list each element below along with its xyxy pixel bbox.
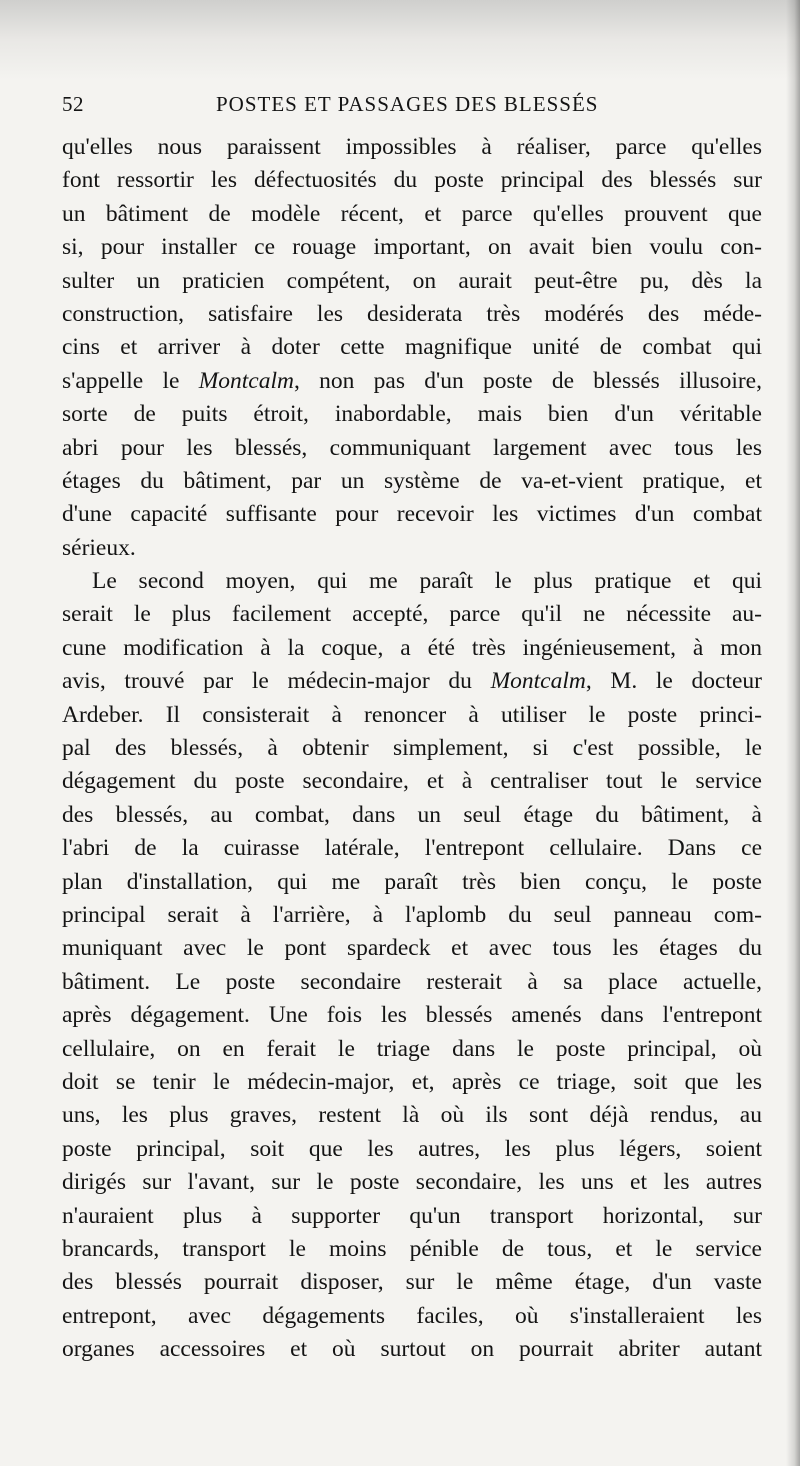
- text-line: abri pour les blessés, communiquant largement avec tous les: [62, 434, 762, 461]
- text-line: font ressortir les défectuosités du poste principal des blessés sur: [62, 167, 762, 194]
- page-number: 52: [62, 92, 84, 116]
- text-line: construction, satisfaire les desiderata très modérés des méde-: [62, 300, 762, 327]
- text-line: cellulaire, on en ferait le triage dans le poste principal, où: [62, 1035, 762, 1062]
- text-line: poste principal, soit que les autres, les plus légers, soient: [62, 1135, 762, 1162]
- text-line: s'appelle le Montcalm, non pas d'un poste de blessés illusoire,: [62, 367, 762, 394]
- text-line: Le second moyen, qui me paraît le plus pratique et qui: [92, 568, 762, 595]
- page-edge-shadow: [786, 0, 800, 1466]
- text-line: un bâtiment de modèle récent, et parce qu'elles prouvent que: [62, 200, 762, 227]
- text-line: n'auraient plus à supporter qu'un transport horizontal, sur: [62, 1202, 762, 1229]
- body-text: [62, 131, 762, 1366]
- text-line: bâtiment. Le poste secondaire resterait à sa place actuelle,: [62, 968, 762, 995]
- text-line: brancards, transport le moins pénible de tous, et le service: [62, 1235, 762, 1262]
- running-head: [62, 92, 762, 122]
- text-line: principal serait à l'arrière, à l'aplomb du seul panneau com-: [62, 901, 762, 928]
- text-line: étages du bâtiment, par un système de va-et-vient pratique, et: [62, 467, 762, 494]
- text-line: d'une capacité suffisante pour recevoir les victimes d'un combat: [62, 501, 762, 528]
- text-line: doit se tenir le médecin-major, et, après ce triage, soit que les: [62, 1068, 762, 1095]
- text-line: si, pour installer ce rouage important, on avait bien voulu con-: [62, 234, 762, 261]
- text-line: organes accessoires et où surtout on pourrait abriter autant: [62, 1336, 762, 1363]
- text-line: muniquant avec le pont spardeck et avec tous les étages du: [62, 935, 762, 962]
- text-line: cune modification à la coque, a été très ingénieusement, à mon: [62, 634, 762, 661]
- text-line: qu'elles nous paraissent impossibles à réaliser, parce qu'elles: [62, 134, 762, 160]
- text-line: pal des blessés, à obtenir simplement, si c'est possible, le: [62, 735, 762, 762]
- text-line: après dégagement. Une fois les blessés amenés dans l'entrepont: [62, 1002, 762, 1029]
- text-line: cins et arriver à doter cette magnifique unité de combat qui: [62, 334, 762, 361]
- text-line: avis, trouvé par le médecin-major du Montcalm, M. le docteur: [62, 668, 762, 695]
- text-line: sérieux.: [62, 534, 136, 561]
- text-line: l'abri de la cuirasse latérale, l'entrepont cellulaire. Dans ce: [62, 835, 762, 862]
- text-line: des blessés, au combat, dans un seul étage du bâtiment, à: [62, 801, 762, 828]
- text-line: dégagement du poste secondaire, et à centraliser tout le service: [62, 768, 762, 795]
- text-line: uns, les plus graves, restent là où ils sont déjà rendus, au: [62, 1102, 762, 1129]
- text-line: serait le plus facilement accepté, parce qu'il ne nécessite au-: [62, 601, 762, 628]
- text-line: des blessés pourrait disposer, sur le même étage, d'un vaste: [62, 1269, 762, 1296]
- text-line: dirigés sur l'avant, sur le poste secondaire, les uns et les autres: [62, 1169, 762, 1196]
- text-line: plan d'installation, qui me paraît très bien conçu, le poste: [62, 868, 762, 895]
- text-line: Ardeber. Il consisterait à renoncer à utiliser le poste princi-: [62, 701, 762, 728]
- text-line: sorte de puits étroit, inabordable, mais bien d'un véritable: [62, 401, 762, 428]
- running-title: POSTES ET PASSAGES DES BLESSÉS: [216, 92, 599, 116]
- text-line: entrepont, avec dégagements faciles, où s'installeraient les: [62, 1302, 762, 1329]
- text-line: sulter un praticien compétent, on aurait peut-être pu, dès la: [62, 267, 762, 294]
